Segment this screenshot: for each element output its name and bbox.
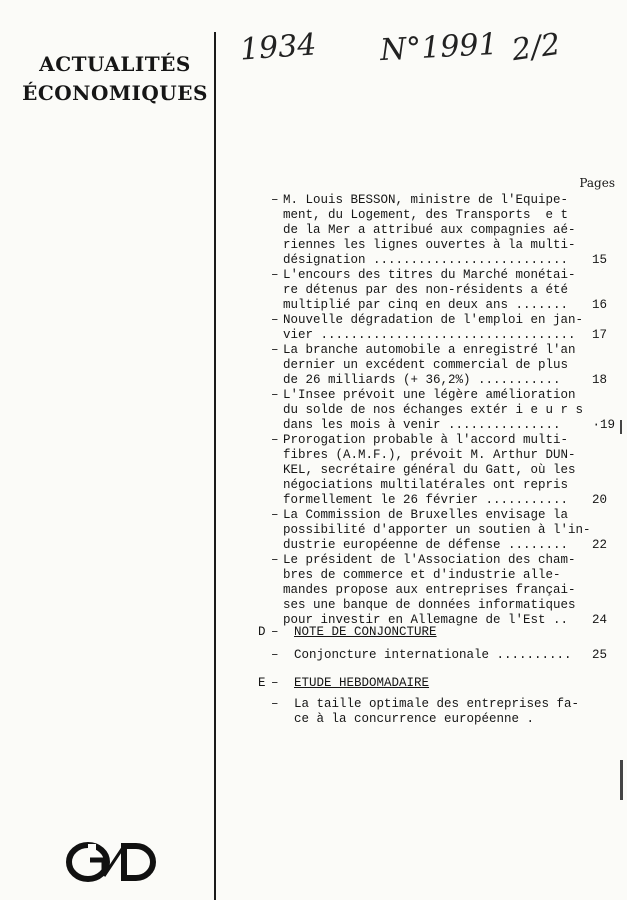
section-item-line: La taille optimale des entreprises fa- <box>294 697 580 711</box>
page-number: 20 <box>591 493 607 507</box>
toc-entry: – La branche automobile a enregistré l'an dernier un excédent commercial de plus de 26 milliards (+ 36,2%) ........... <box>283 343 588 388</box>
toc-entry: – Prorogation probable à l'accord multi- fibres (A.M.F.), prévoit M. Arthur DUN- KEL, secrétaire général du Gatt, où les négociations multilatérales ont repris formellement le 26 février ........... <box>283 433 588 508</box>
entry-line: L'Insee prévoit une légère amélioration <box>283 388 576 402</box>
entry-line: négociations multilatérales ont repris <box>283 478 569 492</box>
page-number: 17 <box>591 328 607 342</box>
section-title: NOTE DE CONJONCTURE <box>294 625 437 639</box>
entry-line: riennes les lignes ouvertes à la multi- <box>283 238 576 252</box>
entry-line: ses une banque de données informatiques <box>283 598 576 612</box>
toc-entry: – Le président de l'Association des cham- bres de commerce et d'industrie alle- mandes propose aux entreprises françai- ses une banque de données informatiques pour investir en Allemagne de l'Est .. <box>283 553 588 628</box>
section-letter: E <box>258 676 266 690</box>
toc-entry: – La Commission de Bruxelles envisage la possibilité d'apporter un soutien à l'in- dustrie européenne de défense ........ <box>271 508 591 552</box>
section-item: Conjoncture internationale .......... <box>294 648 572 662</box>
entry-line: Prorogation probable à l'accord multi- <box>283 433 569 447</box>
entry-line: dustrie européenne de défense ........ <box>283 538 569 552</box>
entry-line: dans les mois à venir ............... <box>283 418 561 432</box>
entry-line: multiplié par cinq en deux ans ....... <box>283 298 569 312</box>
publication-title-line-1: ACTUALITÉS <box>39 52 191 76</box>
toc-entry: – M. Louis BESSON, ministre de l'Equipe- ment, du Logement, des Transports e t de la Mer a attribué aux compagnies aé- riennes les lignes ouvertes à la multi- désignation .......................... <box>283 193 588 268</box>
entry-line: Nouvelle dégradation de l'emploi en jan- <box>283 313 584 327</box>
gd-logo-mark <box>66 842 166 882</box>
entry-line: mandes propose aux entreprises françai- <box>283 583 576 597</box>
entry-line: ment, du Logement, des Transports e t <box>283 208 569 222</box>
entry-line: désignation .......................... <box>283 253 569 267</box>
vertical-divider <box>214 32 216 900</box>
gd-logo <box>66 842 166 887</box>
entry-line: de la Mer a attribué aux compagnies aé- <box>283 223 576 237</box>
toc-entry: – Nouvelle dégradation de l'emploi en jan- vier .................................. <box>283 313 588 343</box>
publication-title-line-2: ÉCONOMIQUES <box>22 81 208 105</box>
page-number: 15 <box>591 253 607 267</box>
handwritten-part: 2/2 <box>509 26 563 69</box>
page-number: 25 <box>591 648 607 662</box>
entry-line: du solde de nos échanges extér i e u r s <box>283 403 584 417</box>
entry-line: L'encours des titres du Marché monétai- <box>283 268 576 282</box>
handwritten-number: N°1991 <box>379 26 499 69</box>
entry-line: de 26 milliards (+ 36,2%) ........... <box>283 373 561 387</box>
publication-title <box>20 50 210 108</box>
entry-line: bres de commerce et d'industrie alle- <box>283 568 561 582</box>
section-item-line: ce à la concurrence européenne . <box>294 712 535 726</box>
entry-line: dernier un excédent commercial de plus <box>283 358 569 372</box>
entry-line: M. Louis BESSON, ministre de l'Equipe- <box>283 193 569 207</box>
page-number: ·19 <box>592 418 615 432</box>
page-number: 18 <box>591 373 607 387</box>
pages-column-header: Pages <box>579 176 615 190</box>
section-letter: D <box>258 625 266 639</box>
entry-line: KEL, secrétaire général du Gatt, où les <box>283 463 576 477</box>
toc-entry: – L'Insee prévoit une légère amélioration du solde de nos échanges extér i e u r s dans les mois à venir ............... <box>283 388 588 433</box>
toc-entry: – L'encours des titres du Marché monétai- re détenus par des non-résidents a été multiplié par cinq en deux ans ....... <box>283 268 588 313</box>
entry-line: Le président de l'Association des cham- <box>283 553 576 567</box>
entry-line: La branche automobile a enregistré l'an <box>283 343 576 357</box>
scan-mark <box>620 420 622 434</box>
entry-line: possibilité d'apporter un soutien à l'in- <box>283 523 591 537</box>
entry-line: fibres (A.M.F.), prévoit M. Arthur DUN- <box>283 448 576 462</box>
scan-mark <box>620 760 623 800</box>
entry-line: formellement le 26 février ........... <box>283 493 569 507</box>
entry-line: pour investir en Allemagne de l'Est .. <box>283 613 569 627</box>
page-number: 16 <box>591 298 607 312</box>
page-number: 22 <box>591 538 607 552</box>
section-title: ETUDE HEBDOMADAIRE <box>294 676 430 690</box>
entry-line: La Commission de Bruxelles envisage la <box>283 508 569 522</box>
page-number: 24 <box>591 613 607 627</box>
entry-line: re détenus par des non-résidents a été <box>283 283 569 297</box>
handwritten-year: 1934 <box>238 27 318 68</box>
entry-line: vier .................................. <box>283 328 576 342</box>
